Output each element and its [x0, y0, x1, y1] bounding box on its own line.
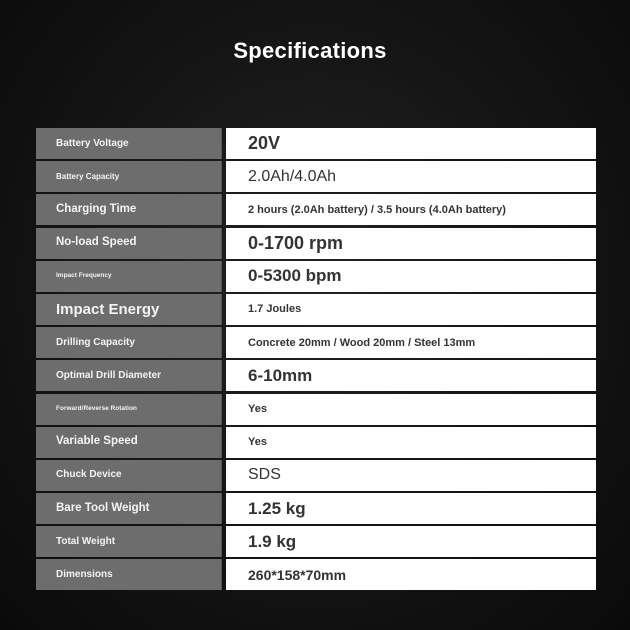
spec-row-impact-frequency [36, 261, 596, 292]
spec-label: Chuck Device [36, 460, 222, 491]
spec-row-forward-reverse-rotation [36, 394, 596, 425]
spec-label: Dimensions [36, 559, 222, 590]
spec-value: 2.0Ah/4.0Ah [226, 161, 596, 192]
spec-row-charging-time [36, 194, 596, 225]
page-title: Specifications [233, 38, 387, 63]
spec-label: Bare Tool Weight [36, 493, 222, 524]
spec-row-optimal-drill-diameter [36, 360, 596, 391]
spec-value: Concrete 20mm / Wood 20mm / Steel 13mm [226, 327, 596, 358]
spec-row-battery-capacity [36, 161, 596, 192]
spec-row-bare-tool-weight [36, 493, 596, 524]
spec-row-dimensions [36, 559, 596, 590]
spec-value: Yes [226, 394, 596, 425]
spec-label: Battery Capacity [36, 161, 222, 192]
spec-value: 1.7 Joules [226, 294, 596, 325]
spec-label: Impact Frequency [36, 261, 222, 292]
spec-table [36, 128, 596, 593]
spec-label: Variable Speed [36, 427, 222, 458]
spec-value: 0-1700 rpm [226, 228, 596, 259]
spec-value: SDS [226, 460, 596, 491]
spec-row-total-weight [36, 526, 596, 557]
spec-value: 260*158*70mm [226, 559, 596, 590]
spec-label: No-load Speed [36, 228, 222, 259]
spec-row-drilling-capacity [36, 327, 596, 358]
spec-label: Forward/Reverse Rotation [36, 394, 222, 425]
spec-value: 6-10mm [226, 360, 596, 391]
spec-value: 0-5300 bpm [226, 261, 596, 292]
spec-value: 2 hours (2.0Ah battery) / 3.5 hours (4.0Ah battery) [226, 194, 596, 225]
spec-label: Drilling Capacity [36, 327, 222, 358]
spec-label: Total Weight [36, 526, 222, 557]
spec-row-impact-energy [36, 294, 596, 325]
spec-value: Yes [226, 427, 596, 458]
spec-value: 1.25 kg [226, 493, 596, 524]
spec-row-battery-voltage [36, 128, 596, 159]
spec-label: Charging Time [36, 194, 222, 225]
spec-value: 1.9 kg [226, 526, 596, 557]
spec-value: 20V [226, 128, 596, 159]
spec-row-variable-speed [36, 427, 596, 458]
spec-row-no-load-speed [36, 228, 596, 259]
spec-label: Optimal Drill Diameter [36, 360, 222, 391]
spec-row-chuck-device [36, 460, 596, 491]
spec-label: Impact Energy [36, 294, 222, 325]
spec-label: Battery Voltage [36, 128, 222, 159]
